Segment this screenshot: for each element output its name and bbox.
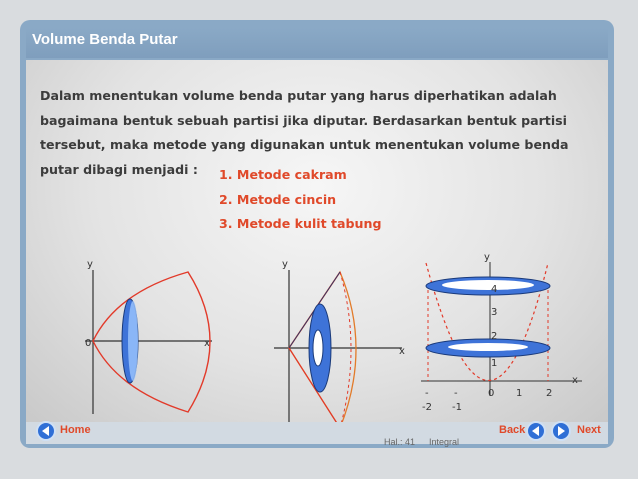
next-arrow-icon[interactable] bbox=[551, 421, 571, 441]
disk-method-diagram bbox=[62, 252, 242, 417]
x-tick-label: 2 bbox=[546, 388, 553, 399]
home-button[interactable] bbox=[36, 421, 116, 443]
y-axis-label: y bbox=[282, 259, 288, 270]
x-tick-label: 0 bbox=[488, 388, 495, 399]
paragraph-line: tersebut, maka metode yang digunakan untuk menentukan volume benda bbox=[40, 137, 569, 152]
section-name: Integral bbox=[429, 437, 460, 447]
home-label: Home bbox=[60, 424, 91, 436]
x-tick-label: -2 bbox=[422, 402, 432, 413]
shell-method-diagram bbox=[416, 248, 588, 418]
paragraph-line: Dalam menentukan volume benda putar yang harus diperhatikan adalah bbox=[40, 88, 557, 103]
x-tick-label: -1 bbox=[452, 402, 462, 413]
next-label[interactable]: Next bbox=[577, 424, 601, 436]
method-list bbox=[219, 163, 381, 237]
origin-label: 0 bbox=[85, 338, 92, 349]
y-tick-label: 1 bbox=[491, 358, 498, 369]
x-tick-minus: - bbox=[425, 388, 429, 399]
back-label[interactable]: Back bbox=[499, 424, 526, 436]
x-axis-label: x bbox=[204, 338, 210, 349]
method-disk: 1. Metode cakram bbox=[219, 167, 347, 182]
x-axis-label: x bbox=[572, 375, 578, 386]
y-tick-label: 4 bbox=[491, 284, 498, 295]
home-arrow-icon bbox=[36, 421, 56, 441]
paragraph-line-text: putar dibagi menjadi : bbox=[40, 161, 198, 177]
y-axis-label: y bbox=[484, 252, 490, 263]
method-washer: 2. Metode cincin bbox=[219, 191, 337, 207]
slide-title: Volume Benda Putar bbox=[32, 31, 178, 48]
y-tick-label: 2 bbox=[491, 331, 498, 342]
x-tick-minus: - bbox=[454, 388, 458, 399]
y-tick-label: 3 bbox=[491, 307, 498, 318]
x-axis-label: x bbox=[399, 346, 405, 357]
x-tick-label: 1 bbox=[516, 388, 523, 399]
page-number: Hal.: 41 bbox=[384, 437, 416, 447]
y-axis-label: y bbox=[87, 259, 93, 270]
method-shell: 3. Metode kulit tabung bbox=[219, 216, 382, 231]
washer-method-diagram bbox=[262, 252, 422, 437]
paragraph-line: bagaimana bentuk sebuah partisi jika diputar. Berdasarkan bentuk partisi bbox=[40, 112, 567, 128]
back-arrow-icon[interactable] bbox=[526, 421, 546, 441]
